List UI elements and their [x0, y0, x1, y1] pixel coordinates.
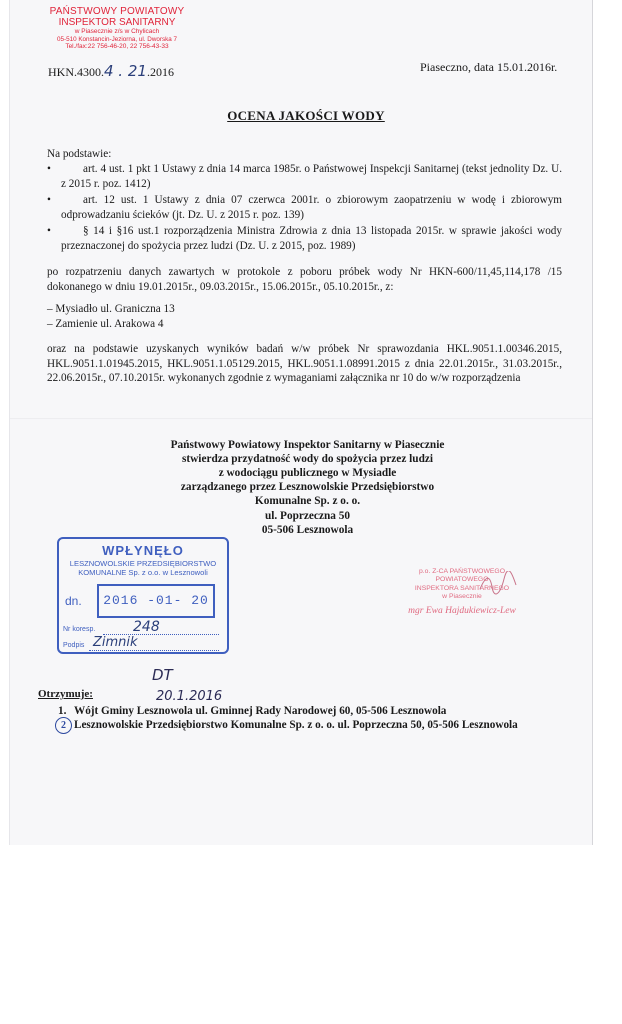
recipients-label: Otrzymuje:: [38, 688, 93, 700]
handwritten-note-initials: DT: [152, 666, 173, 684]
stamp-line: 05-510 Konstancin-Jeziorna, ul. Dworska 7: [56, 35, 178, 43]
recipient-text: Lesznowolskie Przedsiębiorstwo Komunalne Sp. z o. o. ul. Poprzeczna 50, 05-506 Lesznowola: [74, 719, 518, 732]
recipient-text: Wójt Gminy Lesznowola ul. Gminnej Rady Narodowej 60, 05-506 Lesznowola: [74, 705, 447, 717]
reference-suffix: .2016: [146, 65, 174, 79]
legal-basis-item: • art. 4 ust. 1 pkt 1 Ustawy z dnia 14 marca 1985r. o Państwowej Inspekcji Sanitarnej (tekst jednolity Dz. U. z 2015 r. poz. 1412): [47, 162, 562, 191]
correspondence-number-label: Nr koresp.: [63, 626, 96, 633]
signature-label: Podpis: [63, 642, 85, 649]
decision-line: z wodociągu publicznego w Mysiadle: [218, 467, 397, 480]
document-title: OCENA JAKOŚCI WODY: [227, 108, 385, 123]
signature-dotted-line: [89, 650, 219, 651]
reference-handwritten: 4 . 21: [104, 62, 147, 80]
signatory-name: mgr Ewa Hajdukiewicz-Lew: [408, 606, 516, 616]
recipient-number-circled: 2: [55, 717, 72, 734]
signatory-stamp-line: INSPEKTORA SANITARNEGO: [414, 584, 510, 592]
legal-basis-list: [47, 162, 562, 255]
stamp-line: Tel./fax:22 756-46-20, 22 756-43-33: [65, 42, 169, 50]
signature-scrawl: [478, 571, 518, 597]
decision-line: zarządzanego przez Lesznowolskie Przedsiębiorstwo: [180, 481, 435, 494]
sampling-paragraph: po rozpatrzeniu danych zawartych w protokole z poboru próbek wody Nr HKN-600/11,45,114,178 /15 dokonanego w dniu 19.01.2015r., 09.03.2015r., 15.06.2015r., 05.10.2015r., z:: [47, 266, 562, 293]
place-and-date: Piaseczno, data 15.01.2016r.: [420, 60, 558, 74]
recipient-number: 1.: [58, 705, 67, 717]
decision-statement: [60, 438, 555, 537]
received-date-label: dn.: [65, 594, 82, 608]
location-item: – Mysiadło ul. Graniczna 13: [47, 303, 175, 315]
signature-value: Zimnik: [93, 635, 138, 650]
legal-basis-lead: Na podstawie:: [47, 148, 112, 160]
recipient-item: [58, 718, 558, 732]
decision-line: 05-506 Lesznowola: [261, 523, 354, 536]
decision-line: Komunalne Sp. z o. o.: [254, 495, 361, 508]
sampling-locations: [47, 302, 562, 331]
stamp-line: PAŃSTWOWY POWIATOWY: [49, 6, 185, 17]
legal-basis-item: • § 14 i §16 ust.1 rozporządzenia Ministra Zdrowia z dnia 13 listopada 2015r. w sprawie jakości wody przeznaczonej do spożycia przez ludzi (Dz. U. z 2015, poz. 1989): [47, 224, 562, 253]
received-stamp: [57, 537, 229, 654]
reference-number: [48, 62, 174, 80]
stamp-line: w Piasecznie z/s w Chylicach: [74, 28, 160, 36]
results-paragraph: oraz na podstawie uzyskanych wyników badań w/w próbek Nr sprawozdania HKL.9051.1.00346.2015, HKL.9051.1.01945.2015, HKL.9051.1.05129.2015, HKL.9051.1.08991.2015 z dnia 22.01.2015r., 31.03.2015r., 22.06.2015r., 07.10.2015r. wykonanych zgodnie z wymaganiami załącznika nr 10 do w/w rozporządzenia: [47, 343, 562, 385]
reference-prefix: HKN.4300.: [48, 65, 104, 79]
sanitary-inspector-header-stamp: [42, 6, 192, 50]
received-stamp-title: WPŁYNĘŁO: [102, 543, 184, 558]
location-item: – Zamienie ul. Arakowa 4: [47, 317, 164, 330]
received-stamp-company-line: KOMUNALNE Sp. z o.o. w Lesznowoli: [78, 568, 208, 578]
stamp-line: INSPEKTOR SANITARNY: [58, 17, 176, 29]
decision-line: ul. Poprzeczna 50: [264, 509, 351, 522]
page-fold-line: [10, 418, 592, 420]
decision-line: stwierdza przydatność wody do spożycia przez ludzi: [181, 453, 434, 466]
received-stamp-company: [59, 559, 227, 577]
signatory-stamp-line: p.o. Z-CA PAŃSTWOWEGO POWIATOWEGO: [419, 568, 505, 584]
received-stamp-company-line: LESZNOWOLSKIE PRZEDSIĘBIORSTWO: [69, 559, 217, 568]
correspondence-number-value: 248: [133, 619, 160, 635]
received-date-value: 2016 -01- 20: [97, 584, 215, 618]
legal-basis-item: • art. 12 ust. 1 Ustawy z dnia 07 czerwca 2001r. o zbiorowym zaopatrzeniu w wodę i zbiorowym odprowadzaniu ścieków (jt. Dz. U. z 2015 r. poz. 139): [47, 193, 562, 222]
recipients-list: [58, 704, 558, 733]
handwritten-note-date: 20.1.2016: [156, 689, 223, 704]
decision-line: Państwowy Powiatowy Inspektor Sanitarny w Piasecznie: [170, 439, 445, 451]
handwritten-note: [150, 662, 245, 704]
signatory-stamp-line: w Piasecznie: [442, 593, 482, 601]
recipient-item: [58, 704, 558, 718]
